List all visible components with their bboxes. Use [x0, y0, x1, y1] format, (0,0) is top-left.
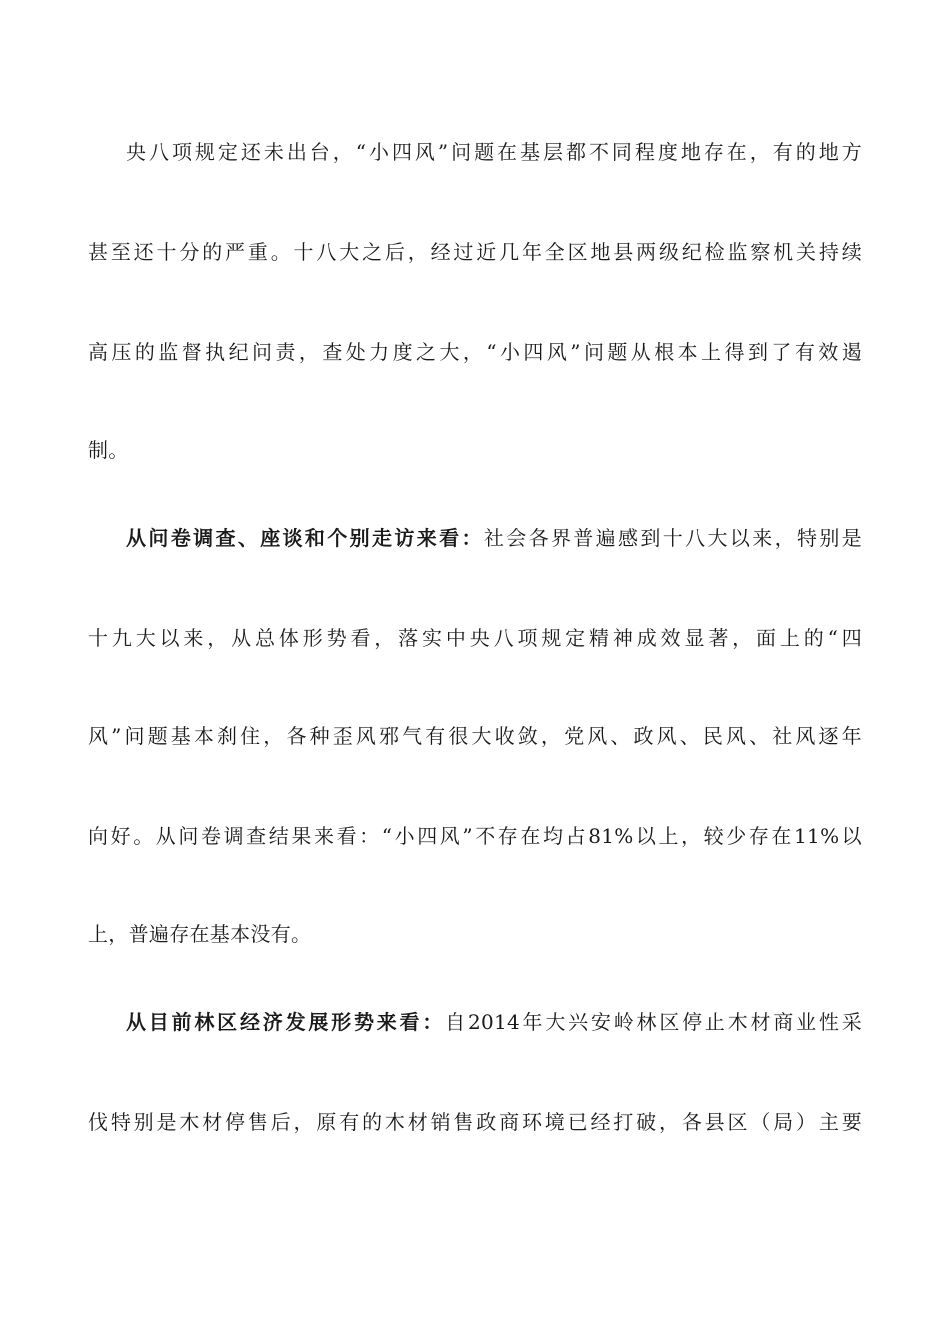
- paragraph-2-line-1: [88, 524, 862, 552]
- paragraph-2-line-3: 风”问题基本刹住，各种歪风邪气有很大收敛，党风、政风、民风、社风逐年: [88, 724, 862, 748]
- paragraph-2-line-2: 十九大以来，从总体形势看，落实中央八项规定精神成效显著，面上的“四: [88, 626, 862, 650]
- paragraph-1-line-1: 央八项规定还未出台，“小四风”问题在基层都不同程度地存在，有的地方: [126, 140, 862, 164]
- paragraph-2-line-1-text: 社会各界普遍感到十八大以来，特别是: [483, 526, 862, 550]
- paragraph-2-heading: 从问卷调查、座谈和个别走访来看：: [126, 526, 484, 550]
- paragraph-3-heading: 从目前林区经济发展形势来看：: [126, 1010, 446, 1034]
- paragraph-3-line-2: 伐特别是木材停售后，原有的木材销售政商环境已经打破，各县区（局）主要: [88, 1110, 862, 1134]
- paragraph-3-line-1-text: 自2014年大兴安岭林区停止木材商业性采: [445, 1010, 862, 1034]
- paragraph-1-line-3: 高压的监督执纪问责，查处力度之大，“小四风”问题从根本上得到了有效遏: [88, 340, 862, 364]
- paragraph-1-line-2: 甚至还十分的严重。十八大之后，经过近几年全区地县两级纪检监察机关持续: [88, 240, 862, 264]
- paragraph-2-line-4: 向好。从问卷调查结果来看：“小四风”不存在均占81%以上，较少存在11%以: [88, 824, 862, 848]
- paragraph-3-line-1: [88, 1008, 862, 1036]
- paragraph-1-line-4: 制。: [88, 438, 129, 462]
- paragraph-2-line-5: 上，普遍存在基本没有。: [88, 922, 312, 946]
